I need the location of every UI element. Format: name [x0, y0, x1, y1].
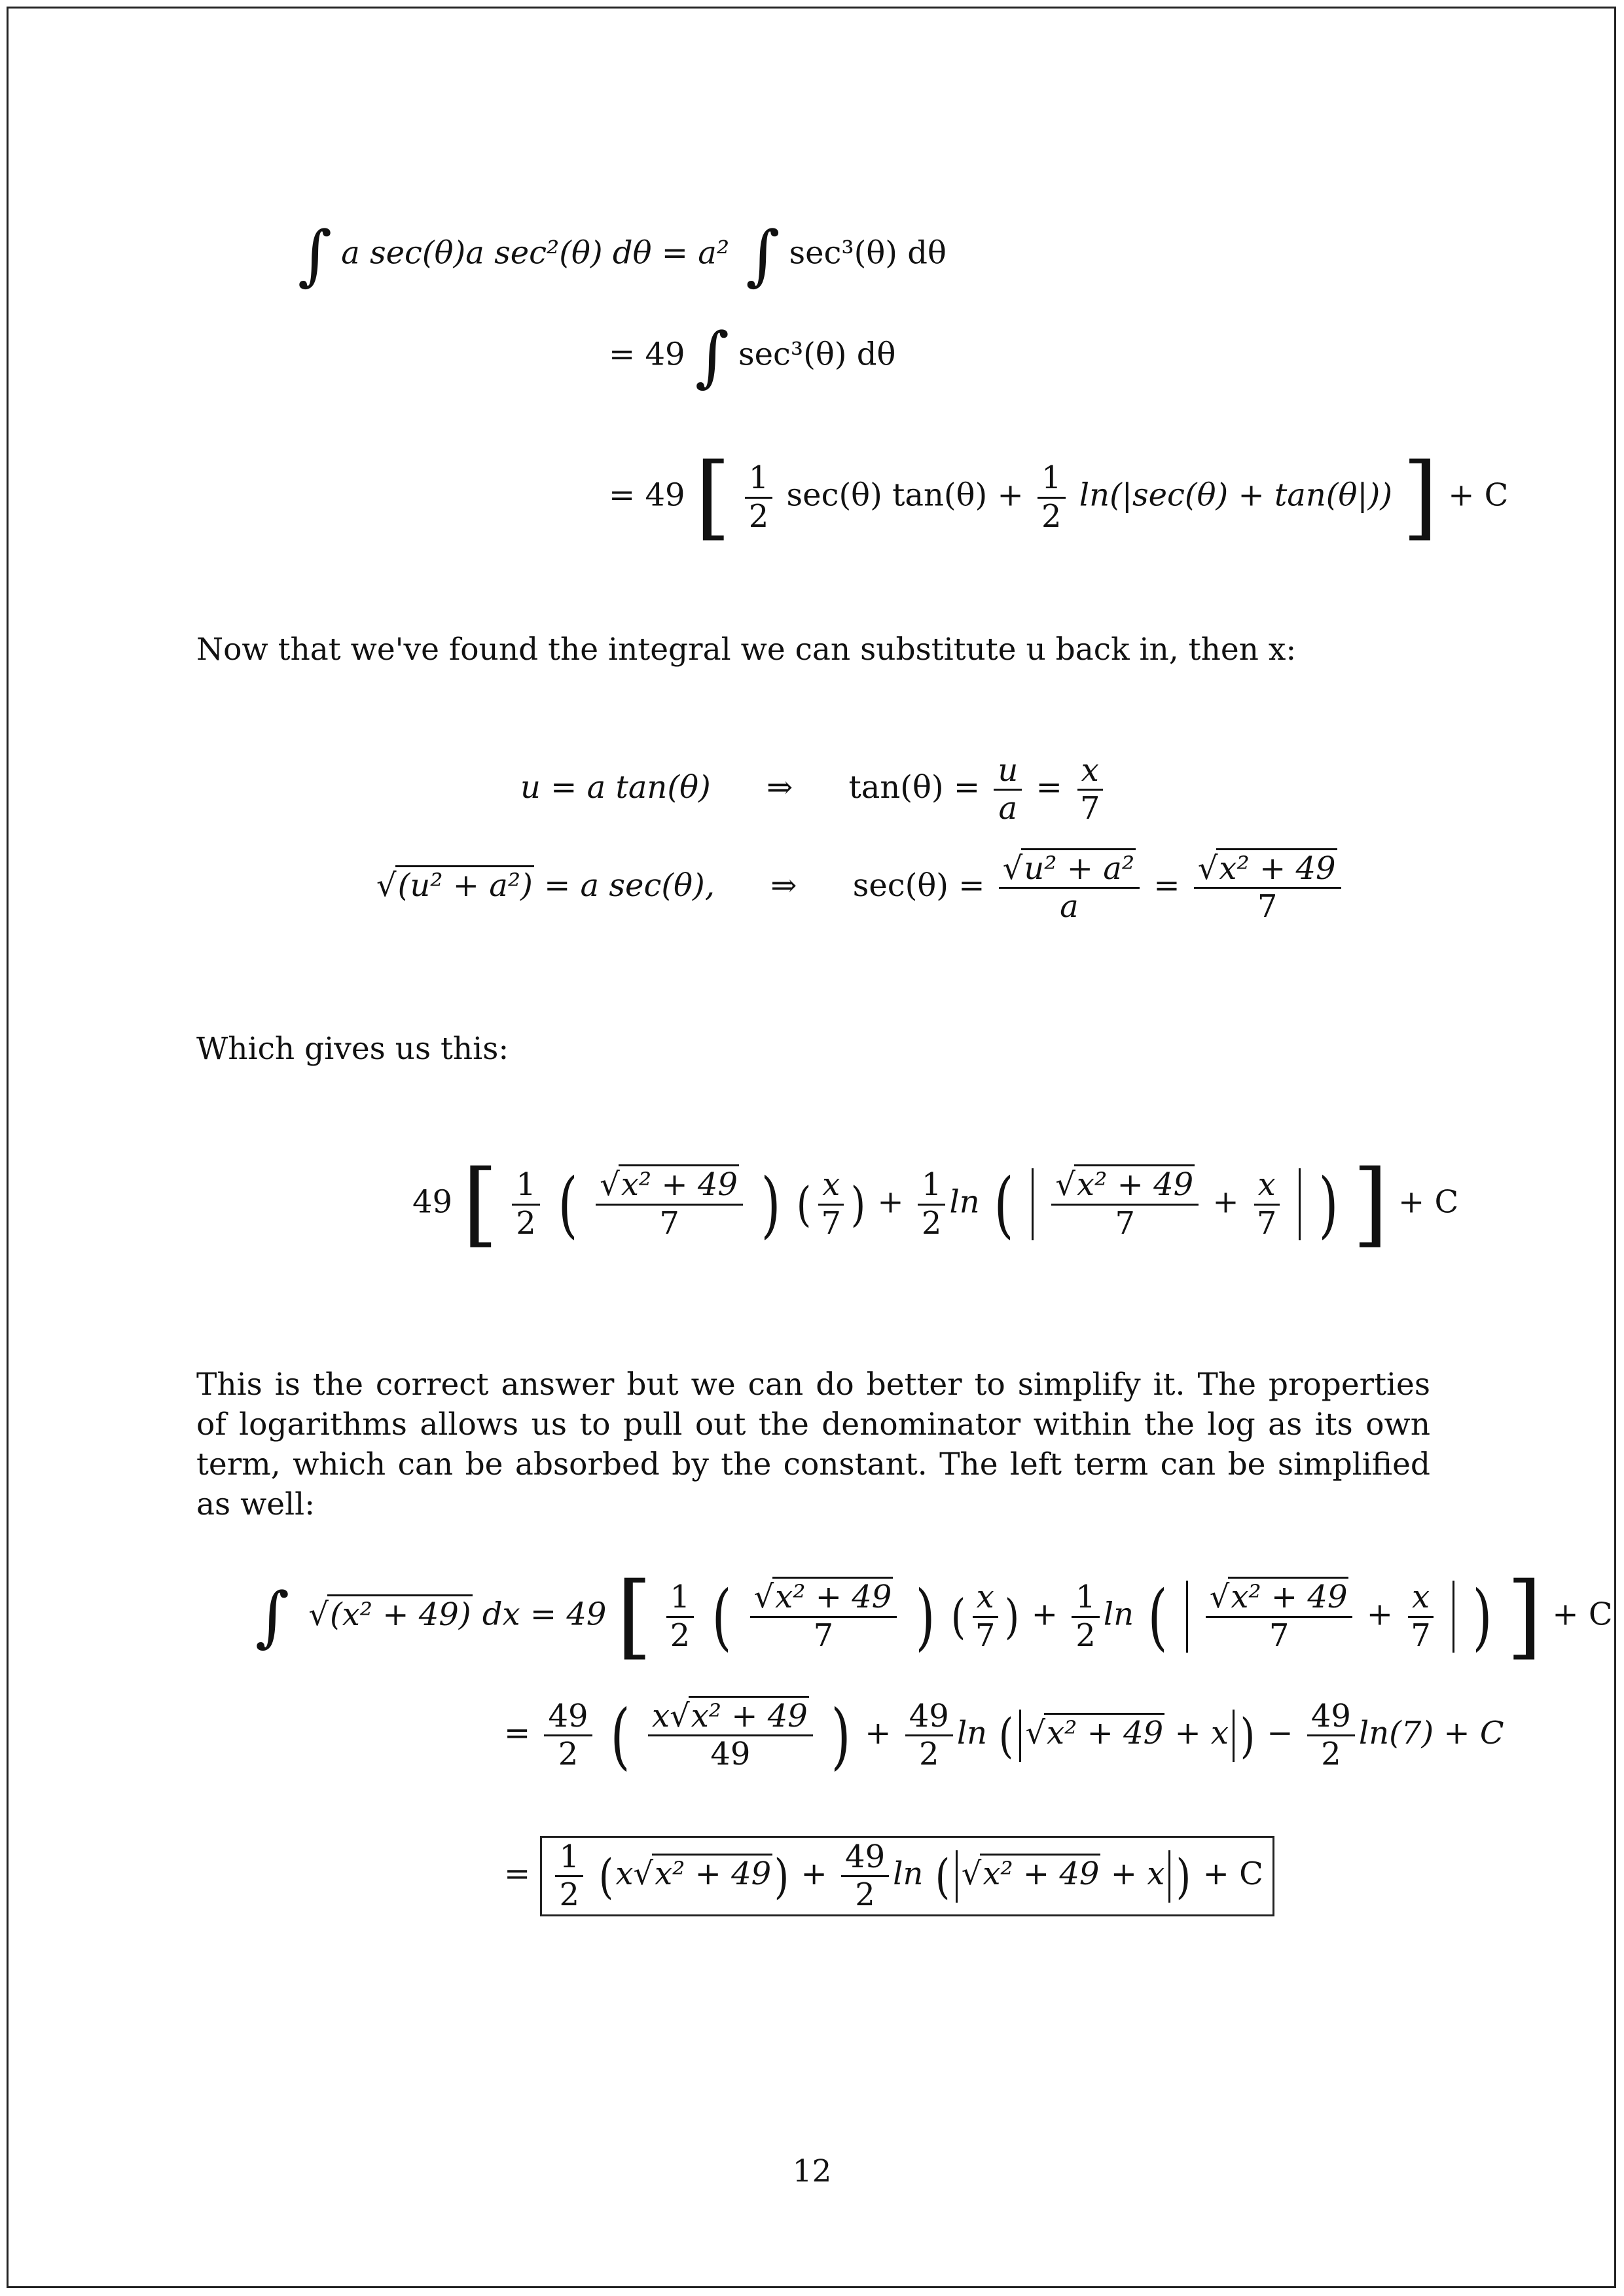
paragraph: This is the correct answer but we can do better to simplify it. The properties of logarithms allows us to pull out the denominator within the log as its own term, which can be absorbed by the constant. The left term can be simplified as well: — [196, 1367, 1430, 1522]
abs-bar — [1233, 1710, 1235, 1762]
equation-row-1 — [298, 217, 947, 293]
fraction: $\frac{\text{√x² + 49}}{7}$ — [596, 1167, 743, 1241]
right-paren: ) — [774, 1848, 789, 1904]
final-row-1 — [255, 1563, 1613, 1670]
right-paren: ) — [1318, 1162, 1339, 1246]
equals-sign: = — [1036, 769, 1062, 806]
fraction: $\frac{1}{2}$ — [1038, 460, 1066, 534]
fraction: $\frac{49}{2}$ — [544, 1698, 592, 1772]
implies-arrow: ⇒ — [766, 769, 793, 806]
substitution-row-1 — [520, 753, 1108, 827]
right-paren: ) — [1472, 1575, 1492, 1659]
square-root: √x² + 49 — [1025, 1715, 1164, 1751]
fraction: $\frac{1}{2}$ — [918, 1167, 946, 1241]
integral-sign: ∫ — [255, 1578, 290, 1655]
fraction: $\frac{49}{2}$ — [1307, 1698, 1355, 1772]
abs-bar — [1032, 1168, 1034, 1240]
ln-function: ln — [893, 1856, 924, 1893]
left-paren: ( — [1147, 1575, 1168, 1659]
fraction: $\frac{49}{2}$ — [841, 1839, 889, 1913]
left-bracket: [ — [695, 444, 731, 550]
boxed-final-answer: $\frac{1}{2}$ (x√x² + 49) + $\frac{49}{2}$ ln ( √x² + 49 + x ) + C — [540, 1836, 1274, 1916]
equals-sign: = — [504, 1715, 531, 1752]
fraction: $\frac{x}{7}$ — [1076, 753, 1104, 827]
plus-sign: + — [877, 1183, 904, 1221]
plus-sign: + — [1031, 1596, 1058, 1633]
final-row-2 — [504, 1693, 1504, 1778]
minus-sign: − — [1267, 1715, 1293, 1752]
final-row-3 — [504, 1836, 1274, 1916]
integral-sign: ∫ — [746, 217, 780, 293]
equation-text: tan(θ) = — [848, 769, 981, 806]
fraction: $\frac{1}{2}$ — [1072, 1579, 1100, 1653]
paragraph: Now that we've found the integral we can substitute u back in, then x: — [196, 632, 1297, 668]
fraction: $\frac{x}{7}$ — [1407, 1579, 1435, 1653]
fraction: $\frac{1}{2}$ — [666, 1579, 695, 1653]
equation-text: sec³(θ) dθ — [789, 234, 947, 272]
right-paren: ) — [1240, 1708, 1255, 1763]
result-expression — [412, 1151, 1459, 1257]
fraction: $\frac{x}{7}$ — [1253, 1167, 1281, 1241]
fraction: $\frac{\text{√x² + 49}}{7}$ — [750, 1579, 897, 1653]
right-bracket: ] — [1402, 444, 1438, 550]
equation-text: dx = 49 — [482, 1596, 607, 1633]
equation-text: + C — [1398, 1183, 1459, 1221]
ln-function: ln — [949, 1183, 980, 1221]
equation-text: 49 — [412, 1183, 453, 1221]
abs-bar — [1299, 1168, 1301, 1240]
left-paren: ( — [935, 1848, 950, 1904]
fraction: $\frac{\text{√x² + 49}}{7}$ — [1206, 1579, 1353, 1653]
left-paren: ( — [999, 1708, 1014, 1763]
abs-bar — [1019, 1710, 1021, 1762]
left-paren: ( — [558, 1162, 578, 1246]
equation-text: = 49 — [609, 336, 685, 373]
fraction: $\frac{49}{2}$ — [905, 1698, 953, 1772]
equation-text: sec³(θ) dθ — [738, 336, 896, 373]
equals-sign: = — [1153, 867, 1180, 905]
plus-sign: + — [1212, 1183, 1239, 1221]
left-bracket: [ — [462, 1151, 498, 1257]
abs-bar — [1168, 1850, 1170, 1903]
left-paren: ( — [797, 1177, 812, 1232]
left-paren: ( — [994, 1162, 1014, 1246]
implies-arrow: ⇒ — [770, 867, 797, 905]
square-root: √(x² + 49) — [308, 1596, 472, 1633]
paragraph: Which gives us this: — [196, 1031, 509, 1067]
equation-text: + x — [1110, 1856, 1165, 1893]
equation-text: ln(7) + C — [1358, 1715, 1504, 1752]
fraction: $\frac{\text{√x² + 49}}{7}$ — [1194, 851, 1341, 925]
right-paren: ) — [850, 1177, 866, 1232]
equation-text: sec(θ) tan(θ) + — [786, 476, 1024, 514]
plus-sign: + — [865, 1715, 892, 1752]
right-bracket: ] — [1506, 1563, 1543, 1670]
fraction: $\frac{1}{2}$ — [512, 1167, 540, 1241]
equation-row-3 — [609, 444, 1509, 550]
equals-sign: = — [504, 1856, 531, 1893]
right-bracket: ] — [1352, 1151, 1388, 1257]
equation-text: sec(θ) = — [852, 867, 985, 905]
fraction: $\frac{\text{√u² + a²}}{a}$ — [999, 851, 1140, 925]
equation-text: a sec(θ)a sec²(θ) dθ = a² — [341, 234, 730, 272]
substitution-row-2 — [376, 851, 1345, 925]
integral-sign: ∫ — [298, 217, 333, 293]
fraction: $\frac{1}{2}$ — [555, 1839, 583, 1913]
equation-text: = 49 — [609, 476, 685, 514]
fraction: $\frac{\text{x√x² + 49}}{49}$ — [648, 1698, 813, 1772]
equation-text: + C — [1552, 1596, 1613, 1633]
left-paren: ( — [950, 1589, 966, 1644]
left-paren: ( — [610, 1693, 630, 1778]
equation-text: + C — [1202, 1856, 1263, 1893]
ln-function: ln — [1103, 1596, 1134, 1633]
equation-text: ln(|sec(θ) + tan(θ|)) — [1079, 476, 1393, 514]
abs-bar — [1186, 1581, 1188, 1653]
left-paren: ( — [599, 1848, 614, 1904]
right-paren: ) — [1005, 1589, 1020, 1644]
fraction: $\frac{x}{7}$ — [971, 1579, 1000, 1653]
fraction: $\frac{\text{√x² + 49}}{7}$ — [1051, 1167, 1199, 1241]
right-paren: ) — [761, 1162, 781, 1246]
ln-function: ln — [956, 1715, 988, 1752]
left-bracket: [ — [616, 1563, 653, 1670]
fraction: $\frac{u}{a}$ — [994, 753, 1022, 827]
fraction: $\frac{1}{2}$ — [745, 460, 773, 534]
equation-text: = a sec(θ), — [544, 867, 715, 905]
square-root: √x² + 49 — [962, 1856, 1101, 1892]
abs-bar — [1453, 1581, 1454, 1653]
square-root: √(u² + a²) — [376, 867, 534, 904]
integral-sign: ∫ — [695, 318, 729, 395]
equation-text: u = a tan(θ) — [520, 769, 711, 806]
equation-text: + x — [1174, 1715, 1229, 1752]
plus-sign: + — [801, 1856, 827, 1893]
right-paren: ) — [831, 1693, 851, 1778]
abs-bar — [956, 1850, 958, 1903]
equation-text: + C — [1448, 476, 1509, 514]
right-paren: ) — [1176, 1848, 1191, 1904]
left-paren: ( — [712, 1575, 732, 1659]
plus-sign: + — [1366, 1596, 1393, 1633]
fraction: $\frac{x}{7}$ — [818, 1167, 846, 1241]
square-root: √x² + 49 — [633, 1856, 772, 1892]
equation-row-2 — [609, 318, 896, 395]
page-number: 12 — [792, 2153, 832, 2189]
right-paren: ) — [915, 1575, 935, 1659]
